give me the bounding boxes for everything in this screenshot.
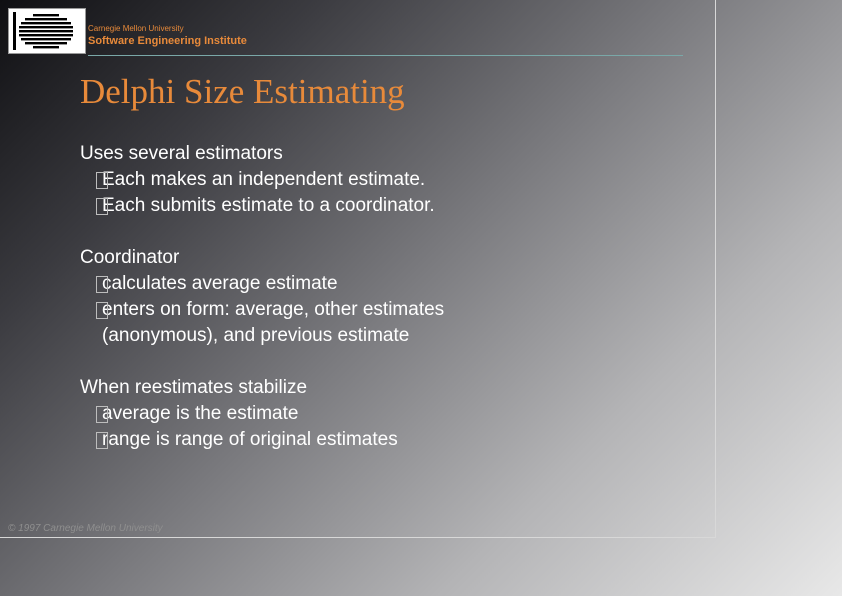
bullet-item <box>80 271 700 297</box>
bullet-text: Each makes an independent estimate. <box>102 169 426 190</box>
bullet-continuation: (anonymous), and previous estimate <box>102 325 410 346</box>
bullet-text: average is the estimate <box>102 403 299 424</box>
bullet-item <box>80 401 700 427</box>
bullet-item <box>80 427 700 453</box>
bullet-box-icon <box>96 172 108 189</box>
bullet-item <box>80 167 700 193</box>
header-divider <box>88 55 683 56</box>
bullet-box-icon <box>96 276 108 293</box>
bullet-text: Each submits estimate to a coordinator. <box>102 195 435 216</box>
section-heading: When reestimates stabilize <box>80 377 308 398</box>
logo-icon <box>9 9 85 53</box>
copyright-footer: © 1997 Carnegie Mellon University <box>8 523 163 534</box>
slide-content <box>80 141 700 479</box>
bullet-box-icon <box>96 198 108 215</box>
section-heading: Coordinator <box>80 247 180 268</box>
bullet-item <box>80 297 700 323</box>
bullet-box-icon <box>96 406 108 423</box>
sei-logo <box>8 8 86 54</box>
section-reestimates <box>80 375 700 453</box>
bullet-text: calculates average estimate <box>102 273 338 294</box>
bullet-box-icon <box>96 302 108 319</box>
slide-title: Delphi Size Estimating <box>80 72 405 111</box>
section-coordinator <box>80 245 700 349</box>
bullet-item <box>80 193 700 219</box>
bullet-box-icon <box>96 432 108 449</box>
header-institute: Software Engineering Institute <box>88 35 247 47</box>
section-estimators <box>80 141 700 219</box>
bullet-text: enters on form: average, other estimates <box>102 299 445 320</box>
section-heading: Uses several estimators <box>80 143 283 164</box>
bullet-text: range is range of original estimates <box>102 429 398 450</box>
header-university: Carnegie Mellon University <box>88 24 184 33</box>
